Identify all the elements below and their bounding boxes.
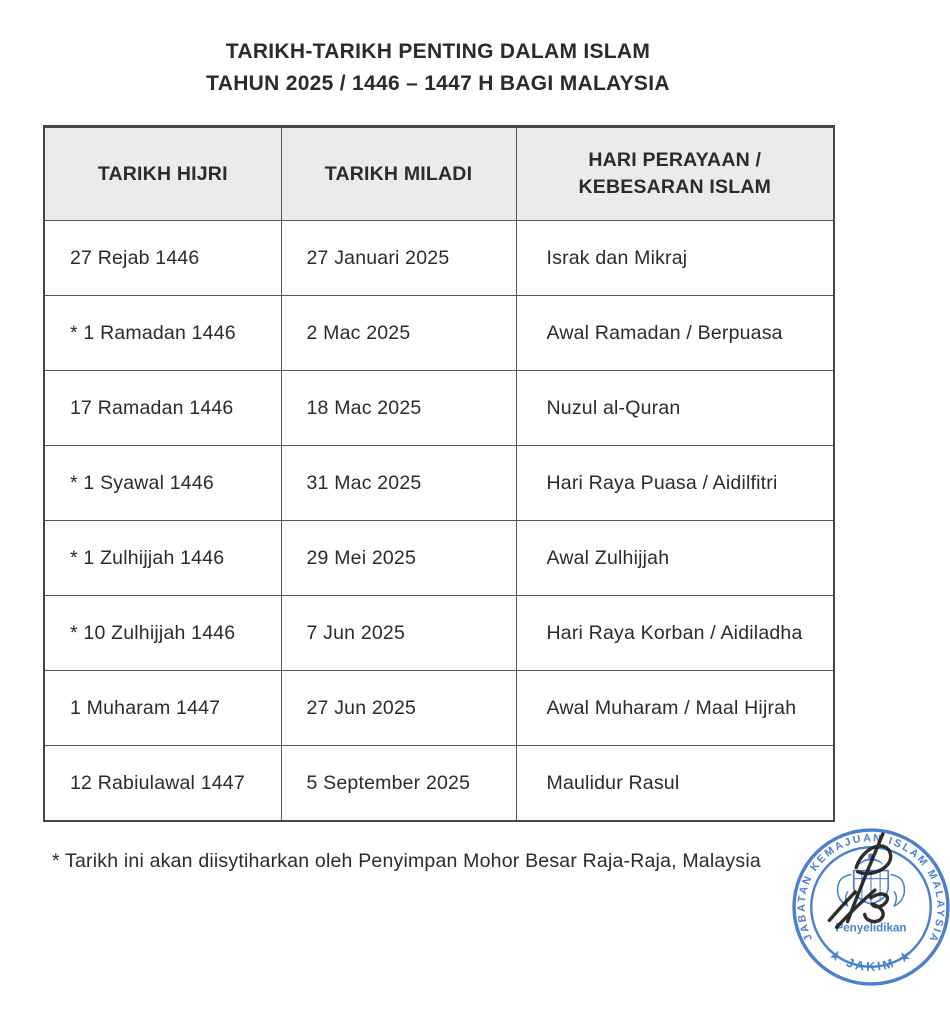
table-row [44, 446, 834, 521]
cell-miladi: 2 Mac 2025 [281, 296, 516, 371]
header-hari-perayaan-label: HARI PERAYAAN / KEBESARAN ISLAM [578, 149, 772, 198]
cell-hijri: 1 Muharam 1447 [44, 671, 281, 746]
title-line-2: TAHUN 2025 / 1446 – 1447 H BAGI MALAYSIA [206, 72, 670, 95]
cell-hijri: * 10 Zulhijjah 1446 [44, 596, 281, 671]
cell-event: Awal Ramadan / Berpuasa [516, 296, 834, 371]
cell-event: Awal Muharam / Maal Hijrah [516, 671, 834, 746]
cell-miladi: 27 Januari 2025 [281, 221, 516, 296]
cell-event: Awal Zulhijjah [516, 521, 834, 596]
cell-hijri: 17 Ramadan 1446 [44, 371, 281, 446]
cell-event: Hari Raya Korban / Aidiladha [516, 596, 834, 671]
cell-event: Maulidur Rasul [516, 746, 834, 822]
header-tarikh-miladi: TARIKH MILADI [281, 127, 516, 221]
table-row [44, 296, 834, 371]
cell-hijri: * 1 Zulhijjah 1446 [44, 521, 281, 596]
cell-hijri: 27 Rejab 1446 [44, 221, 281, 296]
table-row [44, 596, 834, 671]
footnote: * Tarikh ini akan diisytiharkan oleh Penyimpan Mohor Besar Raja-Raja, Malaysia [52, 850, 761, 872]
table-row [44, 521, 834, 596]
table-row [44, 746, 834, 822]
table-row [44, 371, 834, 446]
cell-miladi: 27 Jun 2025 [281, 671, 516, 746]
table-header-row [44, 127, 834, 221]
cell-miladi: 29 Mei 2025 [281, 521, 516, 596]
stamp-ring-text: JABATAN KEMAJUAN ISLAM MALAYSIA [795, 832, 947, 946]
table-row [44, 671, 834, 746]
cell-hijri: * 1 Syawal 1446 [44, 446, 281, 521]
jakim-stamp [790, 826, 950, 988]
header-tarikh-hijri: TARIKH HIJRI [44, 127, 281, 221]
stamp-bottom-text: ★ JAKIM ★ [826, 946, 916, 974]
title-line-1: TARIKH-TARIKH PENTING DALAM ISLAM [225, 40, 651, 63]
page-title [43, 36, 833, 100]
islamic-dates-table [43, 125, 835, 822]
cell-miladi: 31 Mac 2025 [281, 446, 516, 521]
jakim-stamp-graphic [790, 826, 950, 988]
cell-miladi: 7 Jun 2025 [281, 596, 516, 671]
cell-miladi: 18 Mac 2025 [281, 371, 516, 446]
cell-hijri: 12 Rabiulawal 1447 [44, 746, 281, 822]
cell-event: Nuzul al-Quran [516, 371, 834, 446]
cell-miladi: 5 September 2025 [281, 746, 516, 822]
table-row [44, 221, 834, 296]
cell-event: Israk dan Mikraj [516, 221, 834, 296]
stamp-center-text: Penyelidikan [835, 921, 907, 935]
header-hari-perayaan [516, 127, 834, 221]
cell-hijri: * 1 Ramadan 1446 [44, 296, 281, 371]
cell-event: Hari Raya Puasa / Aidilfitri [516, 446, 834, 521]
